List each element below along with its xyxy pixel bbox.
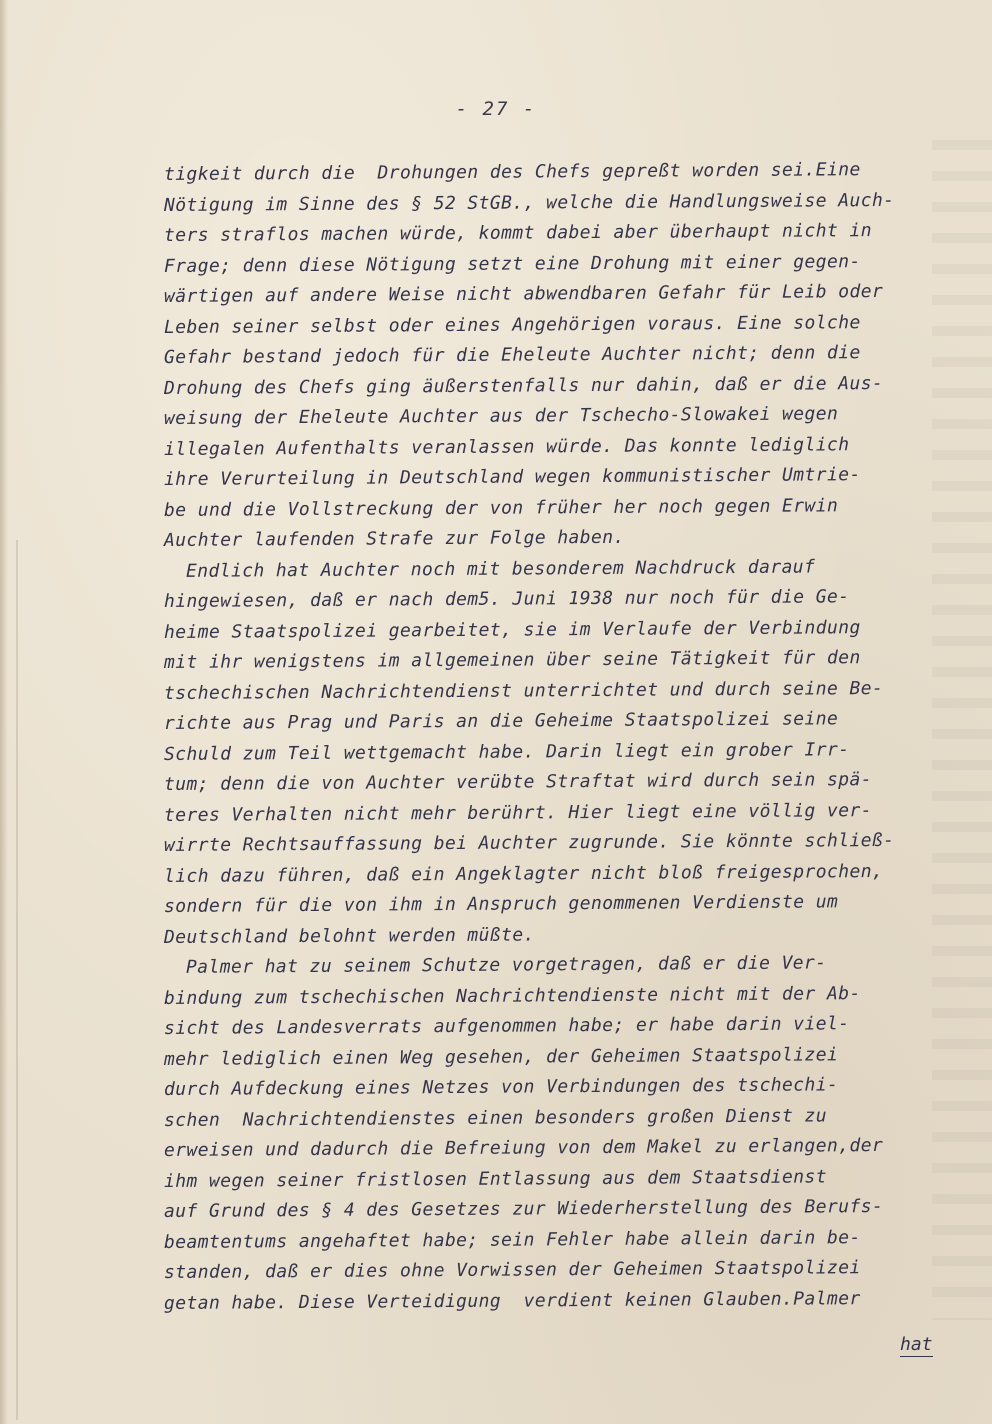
text-line: mehr lediglich einen Weg gesehen, der Geheimen Staatspolizei xyxy=(163,1043,839,1070)
text-line: Nötigung im Sinne des § 52 StGB., welche die Handlungsweise Auch- xyxy=(163,189,895,216)
text-line: mit ihr wenigstens im allgemeinen über seine Tätigkeit für den xyxy=(163,647,861,673)
text-line: Gefahr bestand jedoch für die Eheleute Auchter nicht; denn die xyxy=(163,342,861,368)
text-line: tschechischen Nachrichtendienst unterrichtet und durch seine Be- xyxy=(163,677,884,704)
text-line: Auchter laufenden Strafe zur Folge haben. xyxy=(163,526,625,551)
text-line: Palmer hat zu seinem Schutze vorgetragen, daß er die Ver- xyxy=(185,952,827,978)
text-line: wärtigen auf andere Weise nicht abwendbaren Gefahr für Leib oder xyxy=(163,280,884,307)
text-line: ihm wegen seiner fristlosen Entlassung aus dem Staatsdienst xyxy=(163,1165,828,1192)
text-line: standen, daß er dies ohne Vorwissen der Geheimen Staatspolizei xyxy=(163,1257,861,1283)
text-line: tum; denn die von Auchter verübte Straftat wird durch sein spä- xyxy=(163,769,872,795)
text-line: Drohung des Chefs ging äußerstenfalls nur dahin, daß er die Aus- xyxy=(163,372,884,399)
text-line: Endlich hat Auchter noch mit besonderem Nachdruck darauf xyxy=(185,555,816,582)
text-line: beamtentums angehaftet habe; sein Fehler habe allein darin be- xyxy=(163,1226,861,1253)
text-line: illegalen Aufenthalts veranlassen würde. Das konnte lediglich xyxy=(163,433,850,460)
text-line: bindung zum tschechischen Nachrichtendienste nicht mit der Ab- xyxy=(163,982,861,1009)
text-line: lich dazu führen, daß ein Angeklagter nicht bloß freigesprochen, xyxy=(163,860,884,887)
text-line: ihre Verurteilung in Deutschland wegen kommunistischer Umtrie- xyxy=(163,464,861,490)
text-line: sondern für die von ihm in Anspruch genommenen Verdienste um xyxy=(163,891,839,917)
text-line: wirrte Rechtsauffassung bei Auchter zugrunde. Sie könnte schließ- xyxy=(163,829,895,856)
text-line: durch Aufdeckung eines Netzes von Verbindungen des tschechi- xyxy=(163,1074,839,1100)
text-line: weisung der Eheleute Auchter aus der Tschecho-Slowakei wegen xyxy=(163,403,839,429)
text-line: richte aus Prag und Paris an die Geheime Staatspolizei seine xyxy=(163,708,839,734)
catchword: hat xyxy=(900,1334,933,1355)
text-line: Frage; denn diese Nötigung setzt eine Drohung mit einer gegen- xyxy=(163,250,861,277)
text-line: tigkeit durch die Drohungen des Chefs gepreßt worden sei.Eine xyxy=(163,159,861,185)
text-line: heime Staatspolizei gearbeitet, sie im Verlaufe der Verbindung xyxy=(163,616,861,643)
text-line: erweisen und dadurch die Befreiung von dem Makel zu erlangen,der xyxy=(163,1134,884,1161)
text-line: teres Verhalten nicht mehr berührt. Hier liegt eine völlig ver- xyxy=(163,799,872,826)
text-line: Leben seiner selbst oder eines Angehörigen voraus. Eine solche xyxy=(163,311,861,338)
text-line: schen Nachrichtendienstes einen besonders großen Dienst zu xyxy=(163,1104,828,1131)
text-line: be und die Vollstreckung der von früher her noch gegen Erwin xyxy=(163,494,839,521)
text-line: sicht des Landesverrats aufgenommen habe; er habe darin viel- xyxy=(163,1013,850,1039)
text-line: getan habe. Diese Verteidigung verdient keinen Glauben.Palmer xyxy=(163,1287,861,1314)
text-line: Schuld zum Teil wettgemacht habe. Darin liegt ein grober Irr- xyxy=(163,738,850,765)
paper-edge xyxy=(0,0,8,1424)
text-line: ters straflos machen würde, kommt dabei aber überhaupt nicht in xyxy=(163,220,872,246)
text-line: hingewiesen, daß er nach dem5. Juni 1938 nur noch für die Ge- xyxy=(163,586,850,612)
page-number: - 27 - xyxy=(455,98,537,120)
text-line: Deutschland belohnt werden müßte. xyxy=(163,923,535,948)
text-line: auf Grund des § 4 des Gesetzes zur Wiederherstellung des Berufs- xyxy=(163,1195,884,1222)
paper-fold xyxy=(16,540,18,1420)
body-text xyxy=(164,160,964,1319)
